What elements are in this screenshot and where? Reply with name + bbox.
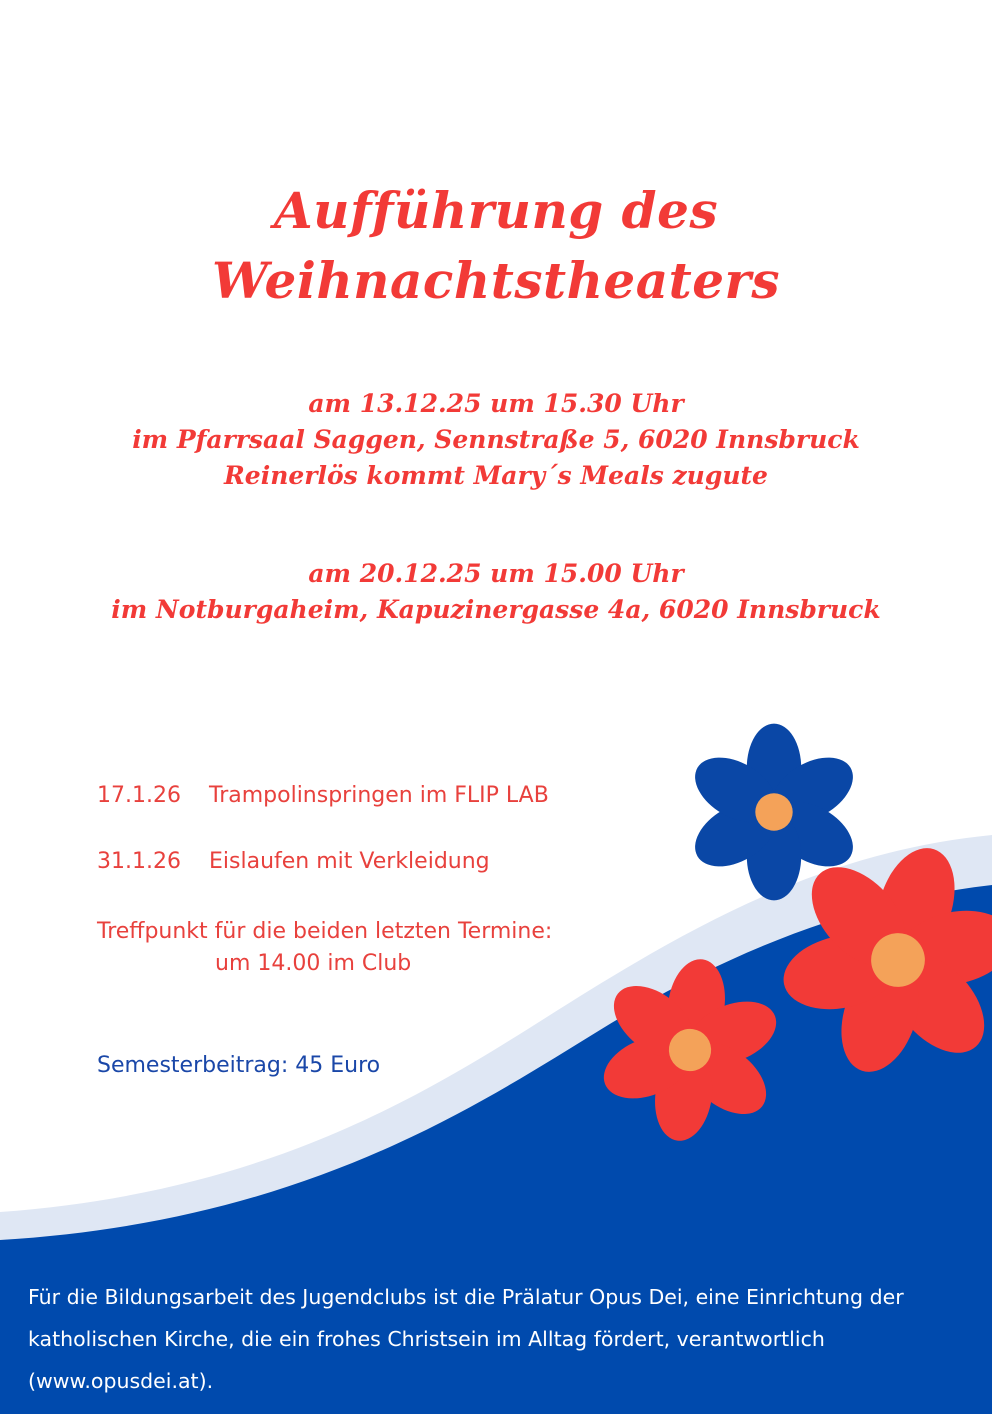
footer-text: Für die Bildungsarbeit des Jugendclubs ist die Prälatur Opus Dei, eine Einrichtung der katholischen Kirche, die ein frohes Christsein im Alltag fördert, verantwortlich (www.opusdei.at). [28, 1285, 904, 1393]
event-block-1 [0, 386, 992, 494]
semester-fee: Semesterbeitrag: 45 Euro [97, 1053, 381, 1078]
page-title [0, 176, 992, 316]
schedule-activity: Eislaufen mit Verkleidung [209, 849, 490, 874]
event-1-note: Reinerlös kommt Mary´s Meals zugute [224, 461, 768, 490]
schedule-item [97, 780, 549, 812]
event-block-2 [0, 556, 992, 628]
schedule-date: 17.1.26 [97, 783, 181, 808]
meeting-label: Treffpunkt für die beiden letzten Termine: [97, 919, 553, 944]
title-line-2: Weihnachtstheaters [211, 251, 781, 310]
meeting-point [97, 916, 552, 980]
meeting-time: um 14.00 im Club [215, 951, 412, 976]
title-line-1: Aufführung des [273, 181, 719, 240]
event-2-location: im Notburgaheim, Kapuzinergasse 4a, 6020 Innsbruck [111, 595, 881, 624]
schedule-date: 31.1.26 [97, 849, 181, 874]
event-2-date: am 20.12.25 um 15.00 Uhr [308, 559, 684, 588]
schedule-activity: Trampolinspringen im FLIP LAB [209, 783, 549, 808]
schedule-item [97, 846, 490, 878]
event-1-date: am 13.12.25 um 15.30 Uhr [308, 389, 684, 418]
event-1-location: im Pfarrsaal Saggen, Sennstraße 5, 6020 Innsbruck [132, 425, 860, 454]
